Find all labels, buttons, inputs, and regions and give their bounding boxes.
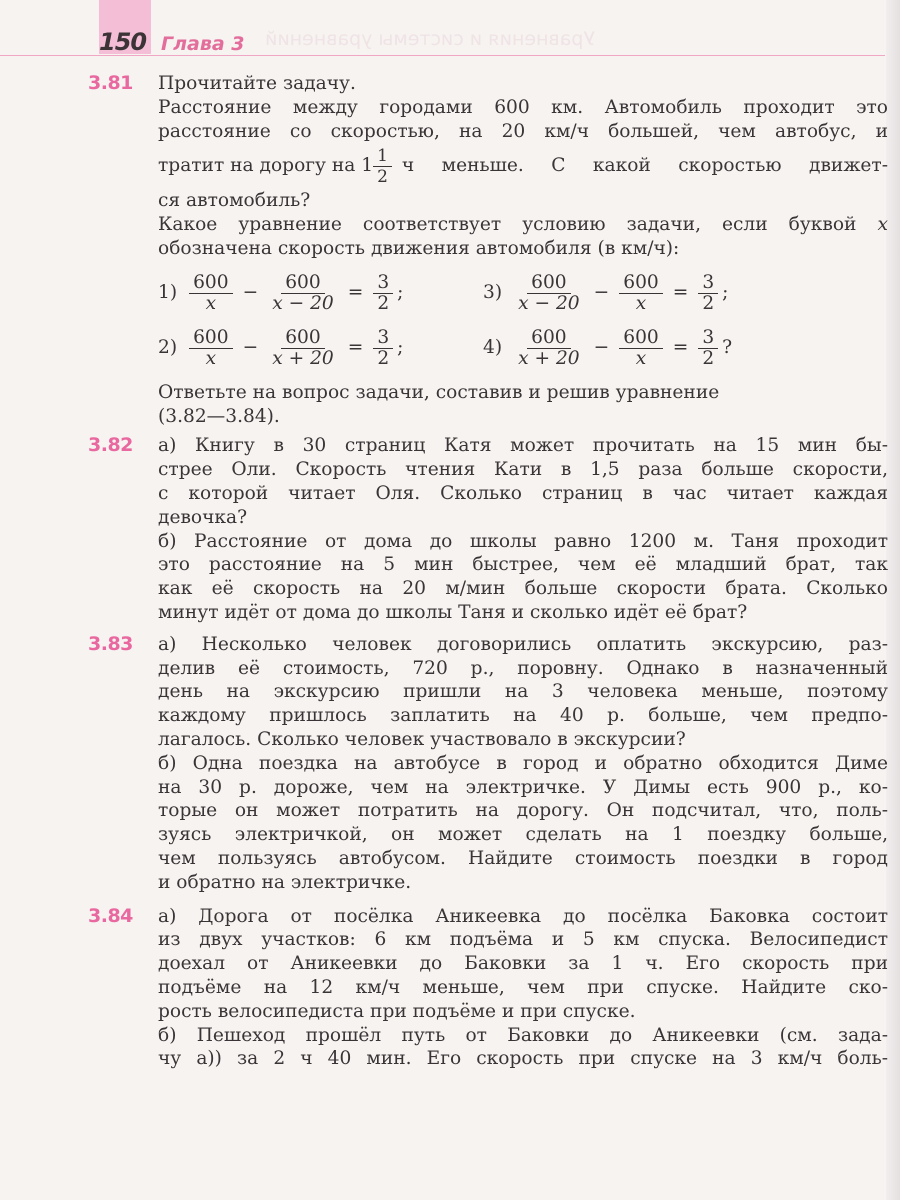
problem-3-83 — [88, 633, 888, 895]
text-line: это расстояние на 5 мин быстрее, чем её младший брат, так — [158, 554, 888, 576]
option-3: 3) $\frac{600}{x - 20}$ − $\frac{600}{x}$ = $\frac{3}{2}$ ; — [483, 271, 729, 314]
bleed-through-text: Уравнения и системы уравнений — [265, 28, 595, 50]
problem-3-84 — [88, 905, 888, 1072]
text-line: доехал от Аникеевки до Баковки за 1 ч. Его скорость при — [158, 953, 888, 975]
text-line: Ответьте на вопрос задачи, составив и решив уравнение — [158, 381, 720, 403]
text-line: делив её стоимость, 720 р., поровну. Однако в назначенный — [158, 657, 888, 679]
text-line: минут идёт от дома до школы Таня и сколько идёт её брат? — [158, 601, 748, 623]
text-line: с которой читает Оля. Сколько страниц в час читает каждая — [158, 482, 888, 504]
text-line: торые он может потратить на дорогу. Он подсчитал, что, поль- — [158, 800, 888, 822]
text-line: каждому пришлось заплатить на 40 р. больше, чем предпо- — [158, 705, 888, 727]
problem-3-82 — [88, 434, 888, 624]
text-line: а) Дорога от посёлка Аникеевка до посёлка Баковка состоит — [158, 905, 888, 927]
text-line: чем пользуясь автобусом. Найдите стоимость поездки в город — [158, 847, 888, 869]
text-segment: ч меньше. С какой скоростью движет- — [401, 155, 888, 177]
text-line: б) Одна поездка на автобусе в город и обратно обходится Диме — [158, 752, 888, 774]
page-content — [88, 72, 888, 1071]
problem-number: 3.82 — [88, 434, 133, 457]
option-1: 1) $\frac{600}{x}$ − $\frac{600}{x - 20}$ = $\frac{3}{2}$ ; — [158, 271, 404, 314]
text-line: Прочитайте задачу. — [158, 73, 356, 94]
problem-3-81 — [88, 72, 888, 428]
text-line: из двух участков: 6 км подъёма и 5 км спуска. Велосипедист — [158, 929, 888, 951]
text-segment: тратит на дорогу на 1 — [158, 155, 374, 177]
text-line: ся автомобиль? — [158, 190, 311, 212]
text-line: стрее Оли. Скорость чтения Кати в 1,5 раза больше скорости, — [158, 459, 888, 481]
problem-number: 3.83 — [88, 632, 133, 655]
mixed-number-line — [158, 143, 888, 189]
text-line: день на экскурсию пришли на 3 человека меньше, поэтому — [158, 681, 888, 703]
text-line: рость велосипедиста при подъёме и при спуске. — [158, 1000, 636, 1022]
text-line: подъёме на 12 км/ч меньше, чем при спуске. Найдите ско- — [158, 976, 888, 998]
text-line: а) Несколько человек договорились оплатить экскурсию, раз- — [158, 633, 888, 655]
option-4: 4) $\frac{600}{x + 20}$ − $\frac{600}{x}$ = $\frac{3}{2}$ ? — [483, 326, 733, 369]
text-line: расстояние со скоростью, на 20 км/ч большей, чем автобус, и — [158, 120, 888, 142]
chapter-title: Глава 3 — [161, 33, 245, 55]
text-line: лагалось. Сколько человек участвовало в экскурсии? — [158, 728, 686, 750]
fraction-one-half: $\frac{1}{2}$ — [373, 146, 392, 187]
text-line: как её скорость на 20 м/мин больше скорости брата. Сколько — [158, 578, 888, 600]
text-line: б) Пешеход прошёл путь от Баковки до Аникеевки (см. зада- — [158, 1024, 888, 1046]
page-edge-shadow — [886, 0, 900, 1200]
text-line: обозначена скорость движения автомобиля (в км/ч): — [158, 237, 680, 259]
page-number: 150 — [99, 28, 147, 56]
text-line: зуясь электричкой, он может сделать на 1 поездку больше, — [158, 824, 888, 846]
option-2: 2) $\frac{600}{x}$ − $\frac{600}{x + 20}$ = $\frac{3}{2}$ ; — [158, 326, 404, 369]
text-line: девочка? — [158, 506, 248, 528]
text-line: а) Книгу в 30 страниц Катя может прочитать на 15 мин бы- — [158, 435, 888, 457]
text-line: б) Расстояние от дома до школы равно 1200 м. Таня проходит — [158, 530, 888, 552]
text-line: Расстояние между городами 600 км. Автомобиль проходит это — [158, 96, 888, 118]
text-line: и обратно на электричке. — [158, 871, 412, 893]
text-line: (3.82—3.84). — [158, 405, 280, 427]
text-line: чу а)) за 2 ч 40 мин. Его скорость при спуске на 3 км/ч боль- — [158, 1048, 888, 1070]
text-line: на 30 р. дороже, чем на электричке. У Димы есть 900 р., ко- — [158, 776, 888, 798]
problem-number: 3.81 — [88, 72, 133, 94]
answer-options — [158, 273, 888, 369]
problem-number: 3.84 — [88, 904, 133, 927]
page-header — [99, 28, 245, 56]
text-line: Какое уравнение соответствует условию задачи, если буквой x — [158, 214, 888, 236]
